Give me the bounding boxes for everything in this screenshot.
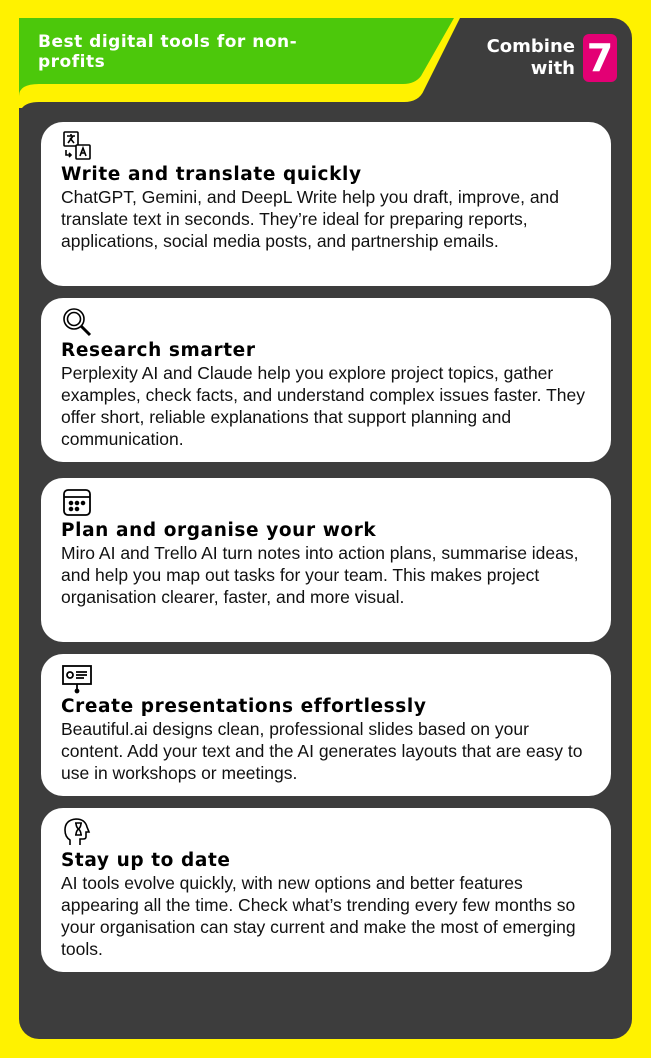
header-title: Best digital tools for non-profits — [38, 32, 298, 72]
tool-card-stay-updated — [41, 808, 611, 972]
tool-card-presentations — [41, 654, 611, 796]
translate-icon — [61, 130, 93, 162]
card-body: Perplexity AI and Claude help you explore project topics, gather examples, check facts, and understand complex issues faster. They offer short, reliable explanations that support planning and communication. — [61, 363, 585, 449]
card-title: Plan and organise your work — [61, 520, 377, 541]
head-hourglass-icon — [61, 816, 93, 848]
card-title: Create presentations effortlessly — [61, 696, 427, 717]
calendar-icon — [61, 486, 93, 518]
card-title: Write and translate quickly — [61, 164, 362, 185]
combine-number: 7 — [583, 34, 617, 82]
card-body: Beautiful.ai designs clean, professional slides based on your content. Add your text and the AI generates layouts that are easy to use in workshops or meetings. — [61, 719, 583, 783]
card-body: AI tools evolve quickly, with new options and better features appearing all the time. Check what’s trending every few months so your organisation can stay current and make the most of emerging tools. — [61, 873, 576, 959]
combine-with-badge — [479, 34, 617, 82]
presentation-icon — [61, 662, 93, 694]
card-body: ChatGPT, Gemini, and DeepL Write help you draft, improve, and translate text in seconds. They’re ideal for preparing reports, applications, social media posts, and partnership emails. — [61, 187, 560, 251]
tool-card-write-translate — [41, 122, 611, 286]
magnifier-icon — [61, 306, 93, 338]
tool-card-research — [41, 298, 611, 462]
card-title: Stay up to date — [61, 850, 231, 871]
card-body: Miro AI and Trello AI turn notes into action plans, summarise ideas, and help you map out tasks for your team. This makes project organisation clearer, faster, and more visual. — [61, 543, 579, 607]
combine-label: Combine with — [486, 36, 575, 79]
card-title: Research smarter — [61, 340, 256, 361]
tool-card-plan — [41, 478, 611, 642]
